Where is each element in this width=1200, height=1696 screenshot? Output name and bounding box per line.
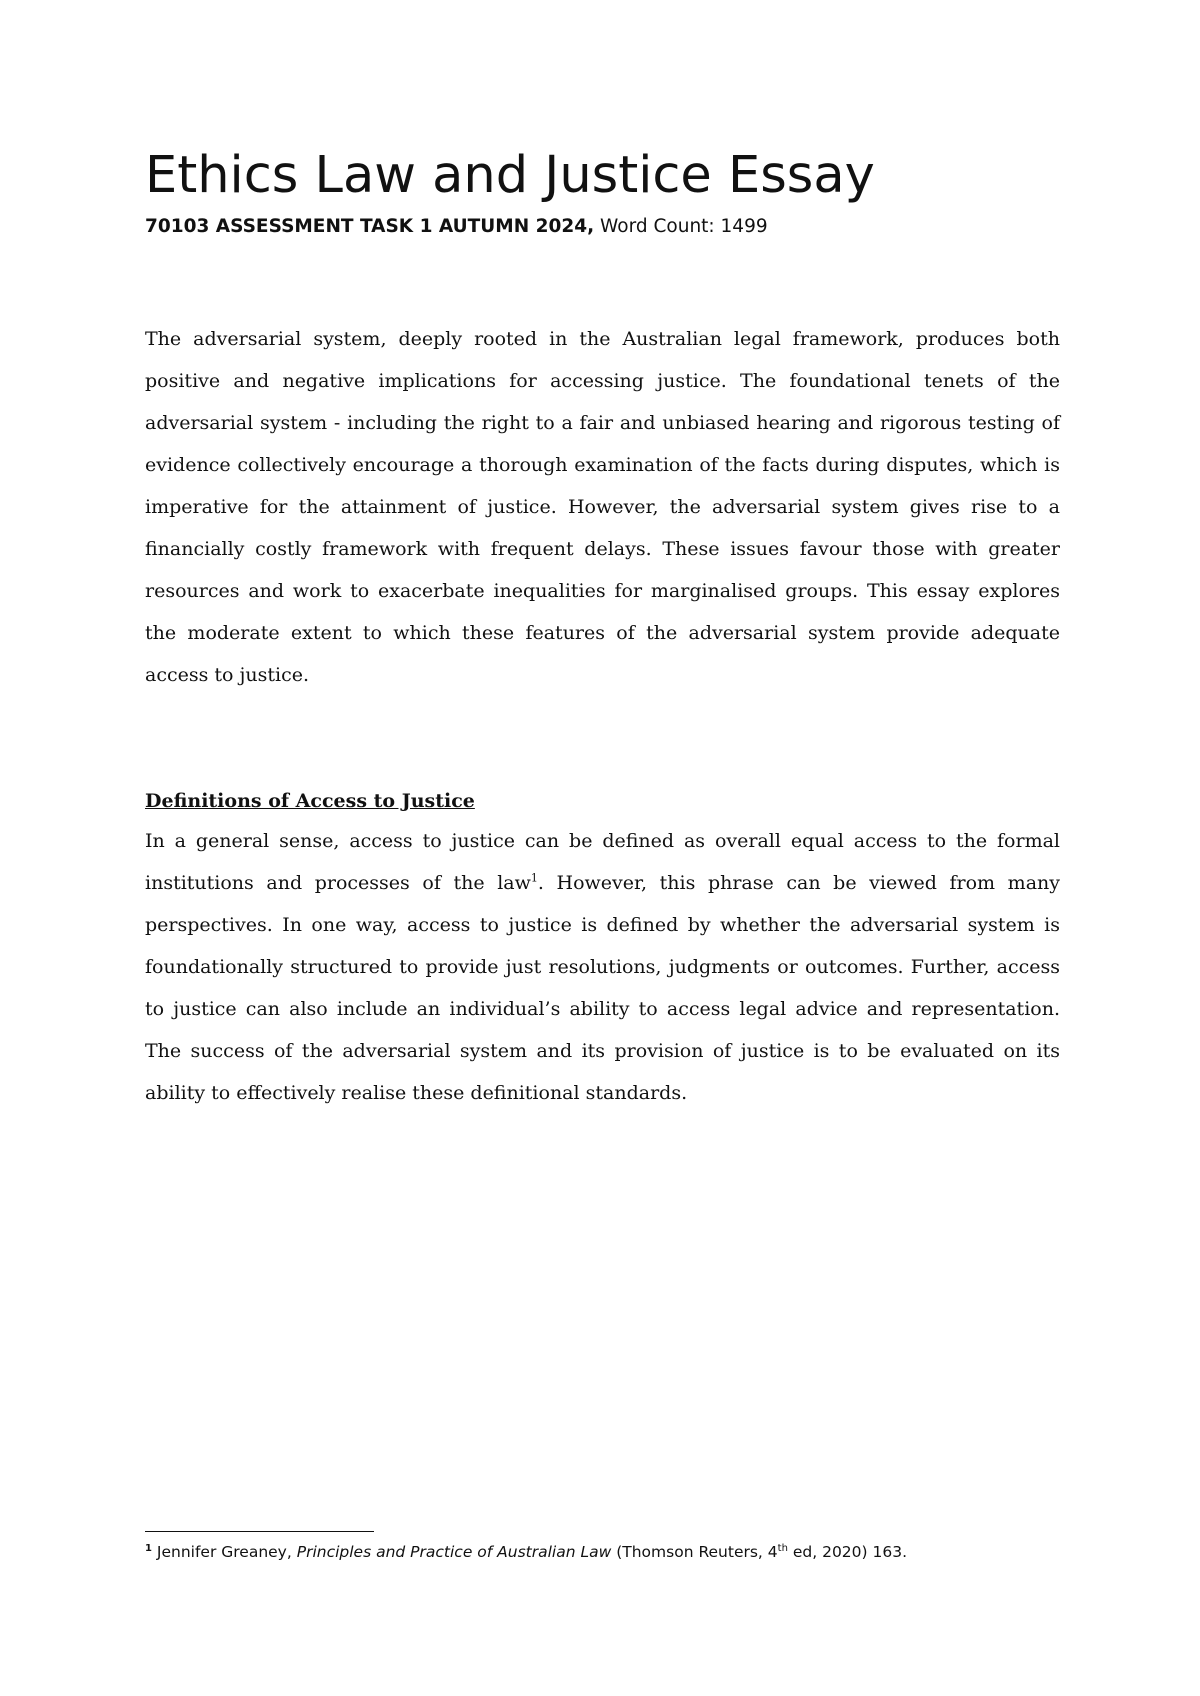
- intro-paragraph: The adversarial system, deeply rooted in the Australian legal framework, produces both positive and negative implications for accessing justice. The foundational tenets of the adversarial system - including the right to a fair and unbiased hearing and rigorous testing of evidence collectively encourage a thorough examination of the facts during disputes, which is imperative for the attainment of justice. However, the adversarial system gives rise to a financially costly framework with frequent delays. These issues favour those with greater resources and work to exacerbate inequalities for marginalised groups. This essay explores the moderate extent to which these features of the adversarial system provide adequate access to justice.: [145, 328, 1060, 686]
- footnote-publisher: (Thomson Reuters, 4: [611, 1543, 778, 1561]
- footnote: [145, 1540, 907, 1564]
- document-title: Ethics Law and Justice Essay: [145, 146, 875, 205]
- footnote-book-title: Principles and Practice of Australian Law: [296, 1543, 612, 1561]
- footnote-edition-suffix: th: [777, 1542, 788, 1554]
- footnote-author: Jennifer Greaney,: [151, 1543, 297, 1561]
- definitions-paragraph: [145, 820, 1060, 1114]
- definitions-text-part-1: In a general sense, access to justice can be defined as overall equal access to the formal institutions and processes of the law: [145, 830, 1060, 894]
- assessment-label: 70103 ASSESSMENT TASK 1 AUTUMN 2024,: [145, 216, 595, 237]
- document-subtitle: [145, 214, 768, 240]
- section-heading-definitions: Definitions of Access to Justice: [145, 790, 475, 812]
- footnote-reference[interactable]: 1: [530, 871, 538, 885]
- footnote-separator: [145, 1531, 374, 1532]
- footnote-year-page: ed, 2020) 163.: [787, 1543, 908, 1561]
- definitions-text-part-2: . However, this phrase can be viewed from many perspectives. In one way, access to justice is defined by whether the adversarial system is foundationally structured to provide just resolutions, judgments or outcomes. Further, access to justice can also include an individual’s ability to access legal advice and representation. The success of the adversarial system and its provision of justice is to be evaluated on its ability to effectively realise these definitional standards.: [145, 872, 1060, 1104]
- word-count: Word Count: 1499: [594, 216, 768, 237]
- footnote-marker: 1: [145, 1542, 152, 1554]
